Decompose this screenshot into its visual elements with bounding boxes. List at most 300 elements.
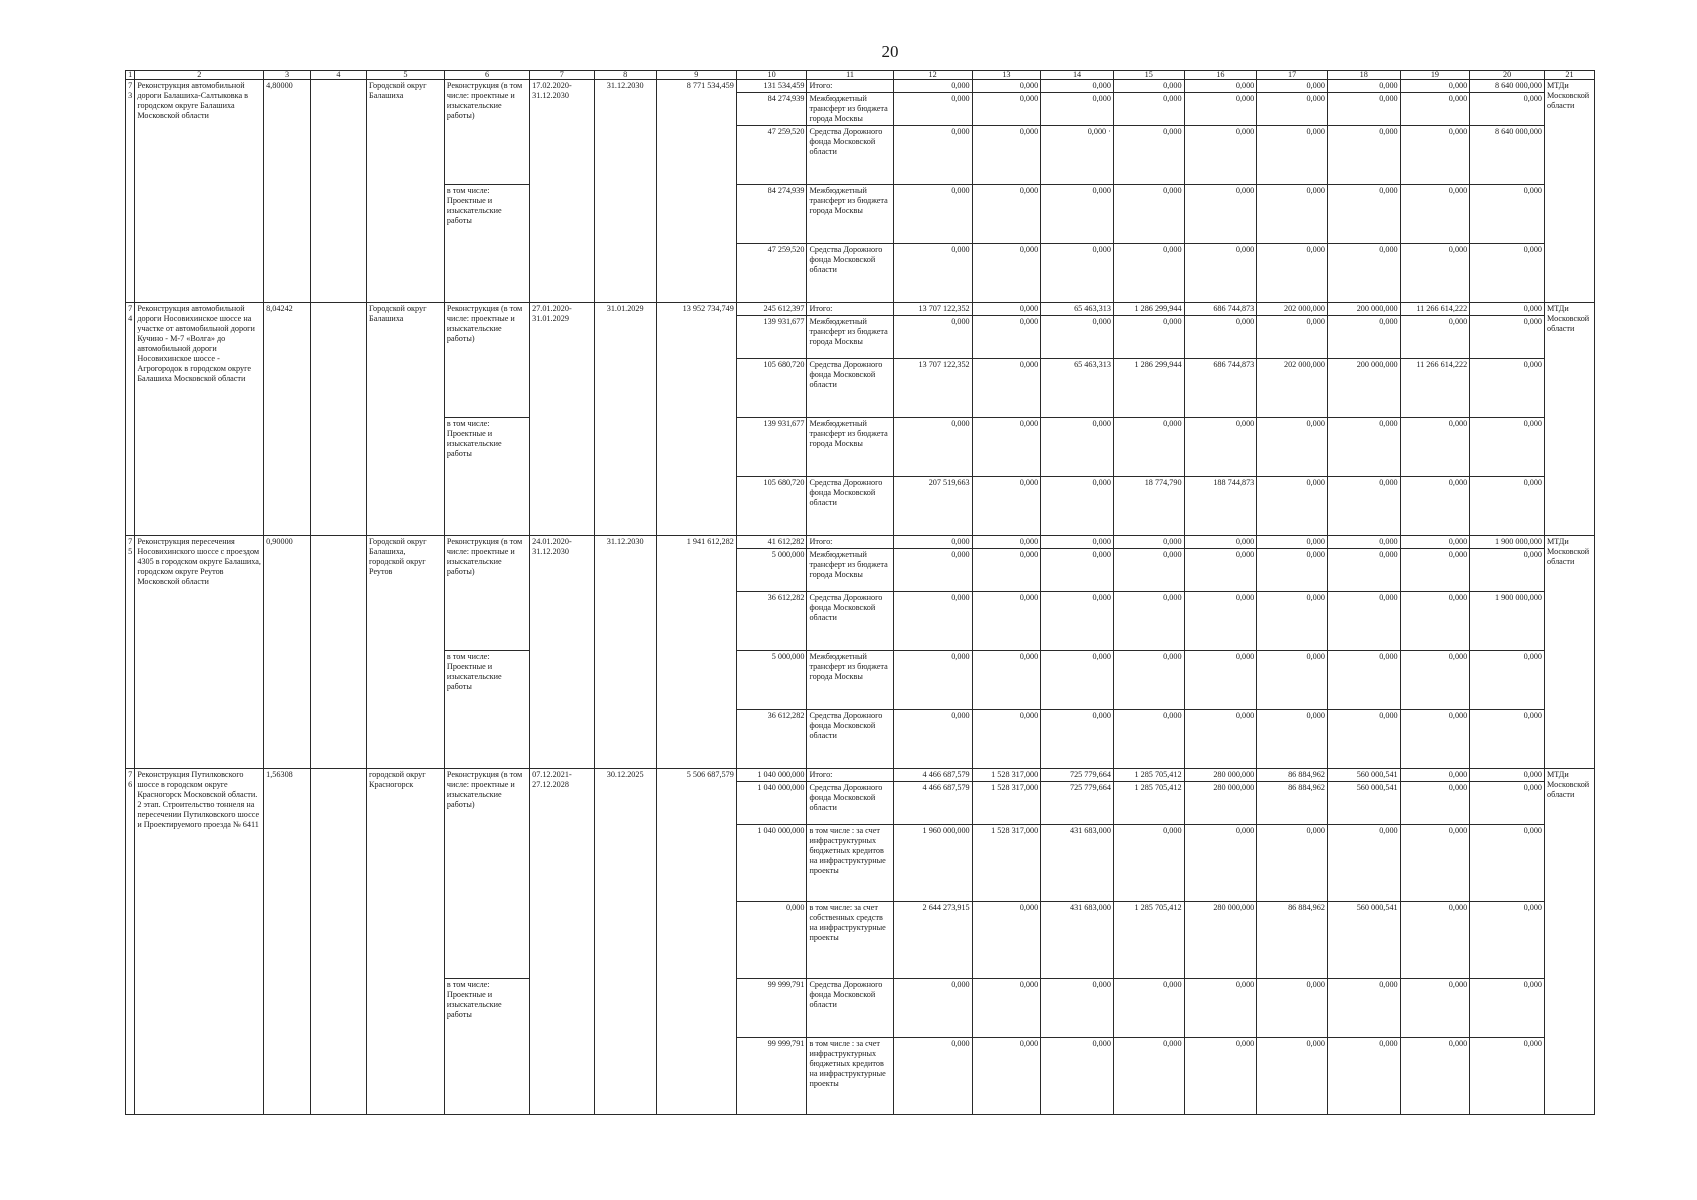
year-value: 0,000 [1184,185,1257,244]
customer: МТДи Московской области [1545,536,1595,769]
year-value: 0,000 [1400,93,1470,126]
year-value: 0,000 [1184,825,1257,902]
year-value: 0,000 [1113,316,1184,359]
year-value: 0,000 [893,126,972,185]
year-value: 188 744,873 [1184,477,1257,536]
year-value: 0,000 [1400,651,1470,710]
column-number: 18 [1327,71,1400,80]
funded-amount: 99 999,791 [736,979,807,1038]
year-value: 0,000 [893,549,972,592]
year-value: 0,000 [972,303,1041,316]
work-type: Реконструкция (в том числе: проектные и изыскательские работы) [444,769,529,979]
work-period: 24.01.2020-31.12.2030 [530,536,594,769]
year-value: 0,000 [1470,902,1545,979]
column-number: 4 [310,71,366,80]
year-value: 0,000 [1400,902,1470,979]
year-value: 431 683,000 [1041,902,1114,979]
year-value: 0,000 [1184,126,1257,185]
year-value: 0,000 [893,316,972,359]
year-value: 0,000 [1257,316,1328,359]
year-value: 0,000 [1400,80,1470,93]
year-value: 0,000 [1470,244,1545,303]
year-value: 0,000 [1041,316,1114,359]
year-value: 0,000 [1257,592,1328,651]
year-value: 0,000 [1470,93,1545,126]
column-number: 13 [972,71,1041,80]
year-value: 0,000 [1327,825,1400,902]
year-value: 0,000 [972,536,1041,549]
year-value: 0,000 [1257,418,1328,477]
year-value: 0,000 [1470,303,1545,316]
item-number: 76 [126,769,135,1115]
year-value: 207 519,663 [893,477,972,536]
funding-source: Межбюджетный трансферт из бюджета города Москвы [807,316,893,359]
year-value: 686 744,873 [1184,303,1257,316]
year-value: 0,000 [1400,316,1470,359]
funding-source: Итого: [807,769,893,782]
column-number: 12 [893,71,972,80]
funding-source: Средства Дорожного фонда Московской области [807,244,893,303]
work-period: 17.02.2020-31.12.2030 [530,80,594,303]
object-name: Реконструкция автомобильной дороги Носовихинское шоссе на участке от автомобильной дороги Кучино - М-7 «Волга» до автомобильной дороги Носовихинское шоссе - Агрогородок в городском округе Балашиха Московской области [135,303,264,536]
year-value: 0,000 [1113,93,1184,126]
year-value: 560 000,541 [1327,782,1400,825]
column-number: 11 [807,71,893,80]
column-number: 2 [135,71,264,80]
funded-amount: 47 259,520 [736,244,807,303]
year-value: 0,000 [1184,651,1257,710]
year-value: 0,000 [972,93,1041,126]
funded-amount: 245 612,397 [736,303,807,316]
column-number: 5 [367,71,445,80]
year-value: 0,000 [893,93,972,126]
year-value: 13 707 122,352 [893,303,972,316]
funded-amount: 41 612,282 [736,536,807,549]
year-value: 0,000 [1041,979,1114,1038]
column-number: 15 [1113,71,1184,80]
column-number-row [126,71,1595,80]
year-value: 0,000 [972,359,1041,418]
year-value: 0,000 [1327,549,1400,592]
year-value: 431 683,000 [1041,825,1114,902]
table-row [126,769,1595,782]
funding-source: Средства Дорожного фонда Московской области [807,359,893,418]
funding-source: Средства Дорожного фонда Московской области [807,782,893,825]
year-value: 0,000 [1257,80,1328,93]
year-value: 200 000,000 [1327,303,1400,316]
table-row [126,303,1595,316]
year-value: 0,000 [1400,536,1470,549]
funded-amount: 84 274,939 [736,185,807,244]
year-value: 686 744,873 [1184,359,1257,418]
funding-source: Межбюджетный трансферт из бюджета города Москвы [807,549,893,592]
budget-table [125,70,1595,1115]
year-value: 4 466 687,579 [893,769,972,782]
year-value: 0,000 [1470,710,1545,769]
year-value: 202 000,000 [1257,359,1328,418]
year-value: 0,000 [1041,477,1114,536]
work-period: 27.01.2020-31.01.2029 [530,303,594,536]
length-value: 4,80000 [264,80,311,303]
year-value: 0,000 [972,316,1041,359]
year-value: 0,000 [1257,549,1328,592]
funding-source: Итого: [807,536,893,549]
year-value: 0,000 · [1041,126,1114,185]
year-value: 0,000 [1184,549,1257,592]
funded-amount: 139 931,677 [736,316,807,359]
year-value: 0,000 [1257,1038,1328,1115]
year-value: 0,000 [1041,244,1114,303]
year-value: 1 528 317,000 [972,782,1041,825]
year-value: 0,000 [1470,477,1545,536]
year-value: 0,000 [1400,782,1470,825]
funded-amount: 105 680,720 [736,477,807,536]
year-value: 0,000 [1041,185,1114,244]
year-value: 0,000 [1400,126,1470,185]
year-value: 0,000 [1113,592,1184,651]
year-value: 0,000 [972,1038,1041,1115]
municipality: Городской округ Балашиха, городской округ Реутов [367,536,445,769]
funding-source: Средства Дорожного фонда Московской области [807,710,893,769]
year-value: 0,000 [893,710,972,769]
column-number: 7 [530,71,594,80]
year-value: 1 285 705,412 [1113,782,1184,825]
object-name: Реконструкция автомобильной дороги Балашиха-Салтыковка в городском округе Балашиха Московской области [135,80,264,303]
year-value: 65 463,313 [1041,359,1114,418]
empty-cell [310,303,366,536]
year-value: 13 707 122,352 [893,359,972,418]
year-value: 0,000 [1113,710,1184,769]
funded-amount: 1 040 000,000 [736,769,807,782]
year-value: 0,000 [1113,651,1184,710]
column-number: 20 [1470,71,1545,80]
length-value: 1,56308 [264,769,311,1115]
year-value: 0,000 [1470,782,1545,825]
year-value: 65 463,313 [1041,303,1114,316]
completion-date: 31.12.2030 [594,80,656,303]
year-value: 560 000,541 [1327,769,1400,782]
year-value: 1 285 705,412 [1113,902,1184,979]
year-value: 86 884,962 [1257,769,1328,782]
year-value: 0,000 [893,80,972,93]
year-value: 0,000 [1184,592,1257,651]
total-cost: 5 506 687,579 [656,769,736,1115]
year-value: 11 266 614,222 [1400,303,1470,316]
funded-amount: 36 612,282 [736,710,807,769]
year-value: 0,000 [1327,418,1400,477]
funding-source: Итого: [807,80,893,93]
funding-source: Итого: [807,303,893,316]
year-value: 0,000 [1257,126,1328,185]
year-value: 1 900 000,000 [1470,536,1545,549]
year-value: 0,000 [1327,126,1400,185]
customer: МТДи Московской области [1545,303,1595,536]
year-value: 0,000 [1041,536,1114,549]
year-value: 0,000 [1470,825,1545,902]
column-number: 9 [656,71,736,80]
year-value: 0,000 [893,418,972,477]
year-value: 0,000 [972,979,1041,1038]
year-value: 0,000 [972,651,1041,710]
work-type-sub: в том числе: Проектные и изыскательские работы [444,651,529,769]
year-value: 0,000 [1113,979,1184,1038]
year-value: 0,000 [1184,93,1257,126]
year-value: 0,000 [1184,316,1257,359]
funded-amount: 0,000 [736,902,807,979]
year-value: 0,000 [1327,979,1400,1038]
year-value: 0,000 [1041,592,1114,651]
year-value: 0,000 [1184,979,1257,1038]
work-type: Реконструкция (в том числе: проектные и изыскательские работы) [444,303,529,418]
year-value: 0,000 [893,1038,972,1115]
funded-amount: 5 000,000 [736,549,807,592]
year-value: 0,000 [1041,80,1114,93]
year-value: 0,000 [1327,244,1400,303]
year-value: 0,000 [1400,825,1470,902]
year-value: 11 266 614,222 [1400,359,1470,418]
year-value: 0,000 [1400,549,1470,592]
year-value: 0,000 [1113,825,1184,902]
year-value: 0,000 [893,651,972,710]
empty-cell [310,80,366,303]
length-value: 8,04242 [264,303,311,536]
year-value: 0,000 [1257,710,1328,769]
year-value: 1 528 317,000 [972,825,1041,902]
year-value: 86 884,962 [1257,902,1328,979]
object-name: Реконструкция Путилковского шоссе в городском округе Красногорск Московской области. 2 этап. Строительство тоннеля на пересечении Путилковского шоссе и Проектируемого проезда № 6411 [135,769,264,1115]
year-value: 2 644 273,915 [893,902,972,979]
year-value: 0,000 [1400,244,1470,303]
year-value: 0,000 [972,418,1041,477]
table-row [126,80,1595,93]
funding-source: Межбюджетный трансферт из бюджета города Москвы [807,93,893,126]
year-value: 0,000 [1041,93,1114,126]
year-value: 0,000 [1113,1038,1184,1115]
year-value: 0,000 [1470,651,1545,710]
year-value: 0,000 [1184,710,1257,769]
year-value: 1 286 299,944 [1113,359,1184,418]
year-value: 1 900 000,000 [1470,592,1545,651]
empty-cell [310,769,366,1115]
year-value: 0,000 [1327,592,1400,651]
municipality: городской округ Красногорск [367,769,445,1115]
column-number: 14 [1041,71,1114,80]
work-type-sub: в том числе: Проектные и изыскательские работы [444,185,529,303]
funding-source: Межбюджетный трансферт из бюджета города Москвы [807,651,893,710]
year-value: 0,000 [1400,418,1470,477]
year-value: 0,000 [972,592,1041,651]
year-value: 0,000 [1327,185,1400,244]
year-value: 0,000 [1327,1038,1400,1115]
municipality: Городской округ Балашиха [367,80,445,303]
funding-source: в том числе : за счет инфраструктурных бюджетных кредитов на инфраструктурные проекты [807,1038,893,1115]
year-value: 0,000 [1041,651,1114,710]
municipality: Городской округ Балашиха [367,303,445,536]
page-number: 20 [881,42,899,61]
year-value: 0,000 [1400,769,1470,782]
total-cost: 8 771 534,459 [656,80,736,303]
object-name: Реконструкция пересечения Носовихинского шоссе с проездом 4305 в городском округе Балашиха, городском округе Реутов Московской области [135,536,264,769]
year-value: 200 000,000 [1327,359,1400,418]
year-value: 560 000,541 [1327,902,1400,979]
year-value: 0,000 [1113,185,1184,244]
funded-amount: 131 534,459 [736,80,807,93]
year-value: 725 779,664 [1041,782,1114,825]
work-type-sub: в том числе: Проектные и изыскательские работы [444,418,529,536]
year-value: 0,000 [1470,769,1545,782]
total-cost: 1 941 612,282 [656,536,736,769]
year-value: 0,000 [893,244,972,303]
completion-date: 31.12.2030 [594,536,656,769]
completion-date: 31.01.2029 [594,303,656,536]
year-value: 0,000 [1257,244,1328,303]
year-value: 0,000 [1470,549,1545,592]
year-value: 0,000 [972,244,1041,303]
completion-date: 30.12.2025 [594,769,656,1115]
total-cost: 13 952 734,749 [656,303,736,536]
funded-amount: 36 612,282 [736,592,807,651]
year-value: 0,000 [1257,825,1328,902]
year-value: 0,000 [1257,185,1328,244]
year-value: 0,000 [1400,979,1470,1038]
year-value: 0,000 [1327,651,1400,710]
year-value: 0,000 [1400,592,1470,651]
year-value: 0,000 [1041,710,1114,769]
work-type: Реконструкция (в том числе: проектные и изыскательские работы) [444,80,529,185]
customer: МТДи Московской области [1545,769,1595,1115]
year-value: 0,000 [1400,710,1470,769]
funded-amount: 1 040 000,000 [736,825,807,902]
year-value: 0,000 [1041,1038,1114,1115]
year-value: 0,000 [1113,418,1184,477]
work-type: Реконструкция (в том числе: проектные и изыскательские работы) [444,536,529,651]
work-period: 07.12.2021-27.12.2028 [530,769,594,1115]
year-value: 0,000 [972,126,1041,185]
year-value: 0,000 [972,549,1041,592]
year-value: 0,000 [1113,549,1184,592]
funding-source: Средства Дорожного фонда Московской области [807,979,893,1038]
year-value: 0,000 [1327,536,1400,549]
year-value: 0,000 [893,979,972,1038]
column-number: 21 [1545,71,1595,80]
year-value: 0,000 [1113,536,1184,549]
year-value: 0,000 [1113,126,1184,185]
year-value: 0,000 [1327,80,1400,93]
year-value: 0,000 [1257,93,1328,126]
year-value: 0,000 [1470,1038,1545,1115]
table-row [126,536,1595,549]
funding-source: Средства Дорожного фонда Московской области [807,126,893,185]
year-value: 0,000 [1184,1038,1257,1115]
funding-source: Межбюджетный трансферт из бюджета города Москвы [807,185,893,244]
year-value: 0,000 [1257,651,1328,710]
year-value: 0,000 [893,536,972,549]
funded-amount: 139 931,677 [736,418,807,477]
column-number: 8 [594,71,656,80]
year-value: 0,000 [972,902,1041,979]
year-value: 0,000 [1327,316,1400,359]
year-value: 1 960 000,000 [893,825,972,902]
year-value: 0,000 [1327,477,1400,536]
year-value: 1 528 317,000 [972,769,1041,782]
funding-source: в том числе : за счет инфраструктурных бюджетных кредитов на инфраструктурные проекты [807,825,893,902]
year-value: 18 774,790 [1113,477,1184,536]
funding-source: в том числе: за счет собственных средств на инфраструктурные проекты [807,902,893,979]
year-value: 8 640 000,000 [1470,126,1545,185]
year-value: 0,000 [1327,710,1400,769]
column-number: 17 [1257,71,1328,80]
year-value: 0,000 [1257,979,1328,1038]
column-number: 16 [1184,71,1257,80]
year-value: 0,000 [972,477,1041,536]
funding-source: Межбюджетный трансферт из бюджета города Москвы [807,418,893,477]
item-number: 73 [126,80,135,303]
funded-amount: 105 680,720 [736,359,807,418]
year-value: 0,000 [1041,549,1114,592]
year-value: 280 000,000 [1184,782,1257,825]
year-value: 0,000 [1257,477,1328,536]
year-value: 0,000 [1113,244,1184,303]
funding-source: Средства Дорожного фонда Московской области [807,592,893,651]
year-value: 0,000 [1184,418,1257,477]
year-value: 0,000 [1184,536,1257,549]
funded-amount: 84 274,939 [736,93,807,126]
funded-amount: 47 259,520 [736,126,807,185]
funding-source: Средства Дорожного фонда Московской области [807,477,893,536]
year-value: 0,000 [972,80,1041,93]
year-value: 4 466 687,579 [893,782,972,825]
year-value: 0,000 [972,710,1041,769]
year-value: 0,000 [1470,979,1545,1038]
year-value: 0,000 [1327,93,1400,126]
funded-amount: 99 999,791 [736,1038,807,1115]
year-value: 0,000 [1041,418,1114,477]
year-value: 0,000 [1257,536,1328,549]
year-value: 0,000 [1184,244,1257,303]
length-value: 0,90000 [264,536,311,769]
year-value: 8 640 000,000 [1470,80,1545,93]
year-value: 0,000 [893,185,972,244]
year-value: 1 285 705,412 [1113,769,1184,782]
customer: МТДи Московской области [1545,80,1595,303]
year-value: 86 884,962 [1257,782,1328,825]
column-number: 3 [264,71,311,80]
column-number: 10 [736,71,807,80]
year-value: 0,000 [1470,185,1545,244]
year-value: 0,000 [1470,316,1545,359]
year-value: 0,000 [1470,418,1545,477]
year-value: 0,000 [1400,477,1470,536]
year-value: 0,000 [1400,185,1470,244]
year-value: 0,000 [1184,80,1257,93]
column-number: 1 [126,71,135,80]
column-number: 6 [444,71,529,80]
funded-amount: 5 000,000 [736,651,807,710]
year-value: 1 286 299,944 [1113,303,1184,316]
empty-cell [310,536,366,769]
year-value: 0,000 [1400,1038,1470,1115]
year-value: 0,000 [1470,359,1545,418]
year-value: 280 000,000 [1184,769,1257,782]
funded-amount: 1 040 000,000 [736,782,807,825]
year-value: 0,000 [972,185,1041,244]
item-number: 75 [126,536,135,769]
year-value: 725 779,664 [1041,769,1114,782]
year-value: 202 000,000 [1257,303,1328,316]
column-number: 19 [1400,71,1470,80]
year-value: 0,000 [893,592,972,651]
year-value: 0,000 [1113,80,1184,93]
